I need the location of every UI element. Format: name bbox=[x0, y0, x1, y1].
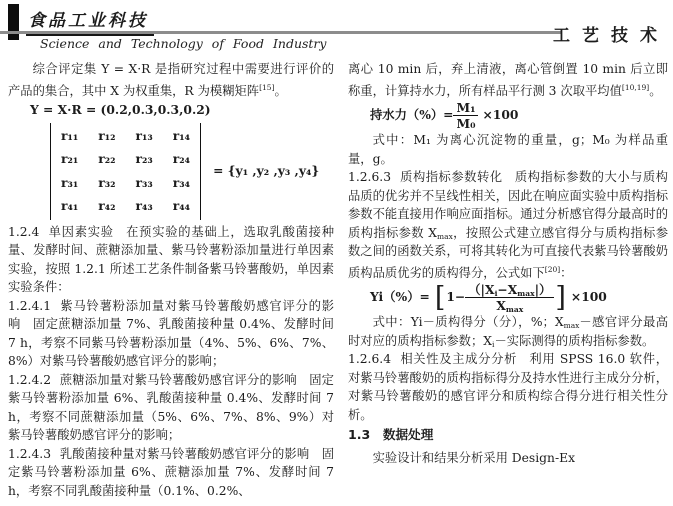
matrix-cell: r₃₂ bbox=[98, 174, 116, 190]
matrix-cell: r₃₄ bbox=[172, 174, 191, 190]
formula-text: −X bbox=[497, 282, 518, 297]
page-header bbox=[0, 0, 673, 58]
paragraph-text: －感官评分最高时对应的质构指标参数；X bbox=[348, 315, 668, 348]
section-body: 固定紫马铃薯粉添加量 6%、蔗糖添加量 7%、发酵时间 7 h，考察不同乳酸菌接种量（0.1%、0.2%、 bbox=[8, 446, 334, 498]
matrix-cell: r₁₂ bbox=[98, 127, 116, 143]
fraction bbox=[465, 283, 554, 312]
section-number: 1.3 bbox=[348, 427, 371, 442]
citation-ref: [10,19] bbox=[621, 82, 650, 92]
logo-bar-icon bbox=[8, 4, 19, 40]
matrix-cell: r₁₄ bbox=[172, 127, 191, 143]
paragraph-text: 综合评定集 Y = X·R 是指研究过程中需要进行评价的产品的集合，其中 X 为权重集，R 为模糊矩阵 bbox=[8, 62, 334, 98]
paragraph-text: 式中：Yi－质构得分（分），%；X bbox=[372, 315, 564, 329]
formula-rhs: ×100 bbox=[570, 289, 607, 305]
subscript: max bbox=[505, 305, 524, 314]
subscript: max bbox=[517, 289, 535, 298]
fraction-denominator bbox=[465, 298, 554, 312]
section-title: 乳酸菌接种量对紫马铃薯酸奶感官评分的影响 bbox=[59, 446, 310, 461]
fraction bbox=[453, 101, 478, 130]
paragraph-formula2-legend: 式中：M₁ 为离心沉淀物的重量，g；M₀ 为样品重量，g。 bbox=[348, 133, 668, 166]
section-title: 质构指标参数转化 bbox=[399, 170, 503, 184]
paragraph-fuzzy-set bbox=[8, 60, 334, 100]
section-body: 质构指标参数的大小与质构品质的优劣并不呈线性相关，因此在响应面实验中质构指标参数不能直接用作响应面指标。通过分析感官得分最高时的质构指标参数 X bbox=[348, 170, 668, 240]
paragraph-partial: 实验设计和结果分析采用 Design-Ex bbox=[372, 450, 576, 465]
section-1-2-4-3 bbox=[8, 445, 334, 501]
paragraph-text: －实际测得的质构指标参数。 bbox=[494, 333, 655, 348]
formula-rhs: ×100 bbox=[482, 107, 519, 123]
section-number: 1.2.6.3 bbox=[348, 170, 392, 184]
matrix-cell: r₃₃ bbox=[135, 174, 153, 190]
section-number: 1.2.4.1 bbox=[8, 298, 52, 313]
clipped-last-line bbox=[348, 449, 668, 465]
section-number: 1.2.4 bbox=[8, 224, 40, 239]
subscript: max bbox=[436, 231, 453, 241]
journal-logo-text: 食品工业科技 bbox=[26, 6, 154, 36]
matrix-result: = {y₁ ,y₂ ,y₃ ,y₄} bbox=[213, 162, 320, 178]
citation-ref: [15] bbox=[259, 82, 275, 92]
citation-ref: [20] bbox=[544, 264, 561, 274]
formula-text: 1− bbox=[446, 289, 466, 305]
subscript: max bbox=[563, 321, 580, 330]
matrix-cell: r₂₂ bbox=[98, 151, 116, 166]
formula-text: X bbox=[496, 298, 506, 313]
formula-text: （|X bbox=[468, 282, 495, 297]
header-rule bbox=[0, 31, 562, 34]
heading-1-3 bbox=[348, 426, 668, 445]
formula-texture-score bbox=[370, 280, 668, 314]
matrix-cell: r₂₁ bbox=[61, 151, 79, 166]
section-1-2-4 bbox=[8, 223, 334, 297]
matrix-cell: r₄₂ bbox=[98, 198, 116, 213]
paragraph-centrifuge bbox=[348, 60, 668, 100]
paragraph-text: 离心 10 min 后，弃上清液，离心管倒置 10 min 后立即称重，计算持水力，所有样品平行测 3 次取平均值 bbox=[348, 62, 668, 98]
section-title: 紫马铃薯粉添加量对紫马铃薯酸奶感官评分的影响 bbox=[8, 298, 334, 331]
fraction-numerator: M₁ bbox=[453, 101, 478, 116]
matrix-cell: r₃₁ bbox=[61, 174, 79, 190]
section-number: 1.2.4.2 bbox=[8, 372, 52, 387]
section-banner: 工艺技术 bbox=[553, 26, 669, 46]
bracket-close: ] bbox=[555, 280, 566, 314]
formula-lhs: 持水力（%）= bbox=[370, 107, 454, 123]
formula-text: Y = X·R = (0.2,0.3,0.3,0.2) bbox=[30, 102, 211, 117]
journal-name-english: Science and Technology of Food Industry bbox=[40, 36, 327, 51]
matrix-cell: r₄₁ bbox=[61, 198, 79, 213]
paragraph-formula3-legend bbox=[348, 313, 668, 350]
section-1-2-6-4 bbox=[348, 350, 668, 424]
body-columns bbox=[8, 60, 668, 500]
matrix-cell: r₂₃ bbox=[135, 151, 153, 166]
section-title: 数据处理 bbox=[382, 427, 434, 442]
section-body: ： bbox=[560, 265, 573, 280]
matrix bbox=[50, 123, 201, 220]
section-body: 固定蔗糖添加量 7%、乳酸菌接种量 0.4%、发酵时间 7 h，考察不同紫马铃薯粉添加量（4%、5%、6%、7%、8%）对紫马铃薯酸奶感官评分的影响； bbox=[8, 317, 334, 368]
section-1-2-4-1 bbox=[8, 297, 334, 371]
section-body: ，按照公式建立感官得分与质构指标参数之间的函数关系，可将其转化为可直接代表紫马铃薯酸奶质构品质优劣的质构得分，公式如下 bbox=[348, 225, 668, 280]
paragraph-text: 。 bbox=[649, 83, 662, 98]
section-body: 在预实验的基础上，选取乳酸菌接种量、发酵时间、蔗糖添加量、紫马铃薯粉添加量进行单因素实验，按照 1.2.1 所述工艺条件制备紫马铃薯酸奶，单因素实验条件： bbox=[8, 224, 334, 294]
formula-water-holding bbox=[370, 101, 668, 130]
matrix-cell: r₂₄ bbox=[172, 151, 191, 166]
matrix-cell: r₁₃ bbox=[135, 127, 153, 143]
section-1-2-4-2 bbox=[8, 371, 334, 445]
paragraph-text: 。 bbox=[274, 83, 287, 98]
formula-lhs: Yi（%）= bbox=[370, 289, 430, 305]
matrix-cell: r₄₃ bbox=[135, 198, 153, 213]
left-column bbox=[8, 60, 334, 500]
section-body: 固定紫马铃薯粉添加量 6%、乳酸菌接种量 0.4%、发酵时间 7 h，考察不同蔗糖添加量（5%、6%、7%、8%、9%）对紫马铃薯酸奶感官评分的影响； bbox=[8, 372, 334, 442]
subscript: i bbox=[492, 339, 495, 349]
section-title: 相关性及主成分分析 bbox=[399, 352, 518, 366]
subscript: i bbox=[494, 289, 498, 298]
section-number: 1.2.6.4 bbox=[348, 352, 392, 366]
bracket-open: [ bbox=[434, 280, 446, 314]
matrix-cell: r₄₄ bbox=[172, 198, 191, 213]
fraction-denominator: M₀ bbox=[456, 116, 476, 131]
section-body: 利用 SPSS 16.0 软件，对紫马铃薯酸奶的质构指标得分及持水性进行主成分分析，对紫马铃薯酸奶的感官评分和质构综合得分进行相关性分析。 bbox=[348, 352, 668, 422]
section-title: 单因素实验 bbox=[47, 224, 114, 239]
section-number: 1.2.4.3 bbox=[8, 446, 52, 461]
fuzzy-matrix-equation bbox=[50, 123, 334, 220]
formula-y-xr bbox=[30, 101, 334, 120]
fraction-numerator bbox=[465, 283, 554, 298]
matrix-cell: r₁₁ bbox=[61, 127, 79, 143]
formula-text: |） bbox=[534, 282, 552, 297]
section-1-2-6-3 bbox=[348, 168, 668, 282]
right-column bbox=[348, 60, 668, 500]
section-title: 蔗糖添加量对紫马铃薯酸奶感官评分的影响 bbox=[59, 372, 297, 387]
